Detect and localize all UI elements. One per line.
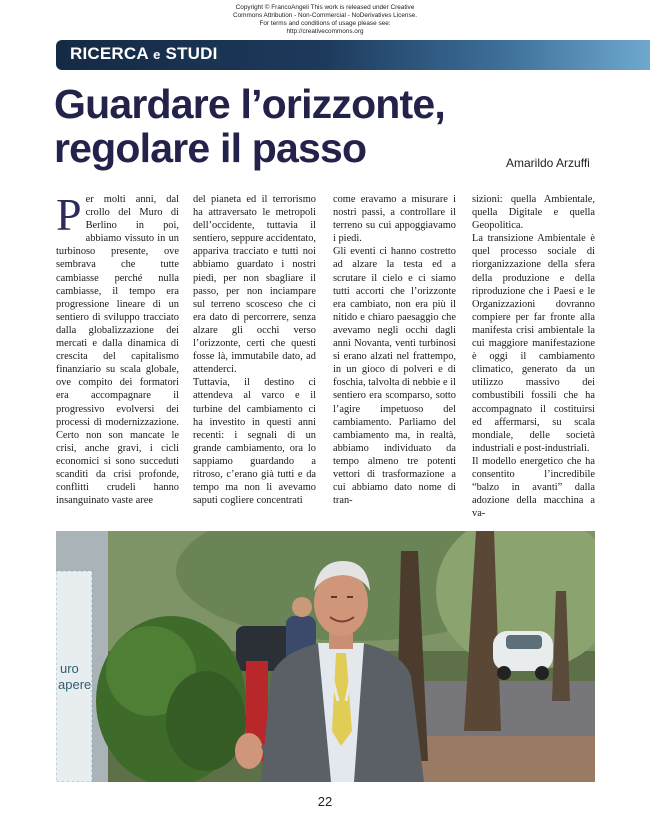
article-title	[54, 82, 474, 170]
copyright-link[interactable]: http://creativecommons.org	[286, 28, 364, 35]
paragraph: Il modello energetico che ha consentito l’incredibile “balzo in avanti” dalla adozione della macchina a va-	[472, 455, 595, 520]
paragraph-text: er molti anni, dal crollo del Muro di Berlino in poi, abbiamo vissuto in un turbinoso presente, ove sembrava che tutte cambiasse perché nulla cambiasse, il tempo era progressione lineare di un sentiero di sviluppo tracciato dalla globalizzazione dei mercati e dalla dinamica di crescita del capitalismo finanziario su scala globale, ove compito dei formatori era accompagnare il progressivo evolversi dei processi di modernizzazione. Certo non son mancate le crisi, anche gravi, i cicli economici si sono succeduti scanditi da crisi profonde, conflitti crudeli hanno insanguinato vaste aree	[56, 194, 179, 507]
text-column-3	[333, 193, 456, 507]
section-label-part: e	[153, 47, 161, 62]
paragraph: sizioni: quella Ambientale, quella Digitale e quella Geopolitica.	[472, 194, 595, 232]
section-label-part: STUDI	[165, 44, 218, 63]
title-line: regolare il passo	[54, 125, 367, 171]
copyright-notice	[205, 4, 445, 36]
article-author: Amarildo Arzuffi	[506, 156, 590, 170]
copyright-line: For terms and conditions of usage please see:	[259, 20, 391, 27]
drop-cap: P	[56, 189, 82, 240]
section-label	[70, 44, 218, 64]
photo-scene	[56, 531, 595, 782]
paragraph: Tuttavia, il destino ci attendeva al varco e il turbine del cambiamento ci ha investito in questi anni recenti: i segnali di un grande cambiamento, ora lo sappiamo guardando a ritroso, c’erano già tutti e da tempo ma non li avevamo saputi cogliere concentrati	[193, 377, 316, 507]
text-column-1	[56, 189, 179, 507]
section-header-bar	[56, 40, 650, 70]
paragraph: del pianeta ed il terrorismo ha attraversato le metropoli dell’occidente, tuttavia il sentiero, seppure accidentato, appariva tracciato e tutti noi abbiamo guardato i nostri piedi, per non sbagliare il passo, per non inciampare sul terreno scosceso che ci era dato di percorrere, senza alzare gli occhi verso l’orizzonte, certi che questi fosse là, immutabile dato, ad attenderci.	[193, 194, 316, 376]
paragraph: Gli eventi ci hanno costretto ad alzare la testa ed a scrutare il cielo e ci siamo tutti accorti che l’orizzonte era cambiato, non era più il nitido e chiaro paesaggio che avevamo negli occhi dagli anni Novanta, venti turbinosi si erano alzati nel frattempo, in un gioco di polveri e di foschia, talvolta di nebbie e il sentiero era scomparso, sotto l’agire impetuoso del cambiamento. Parliamo del cambiamento ma, in realtà, abbiamo individuato da tempo almeno tre potenti vettori di trasformazione a cui abbiamo dato nome di tran-	[333, 246, 456, 507]
paragraph: come eravamo a misurare i nostri passi, a controllare il terreno su cui appoggiavamo i piedi.	[333, 194, 456, 245]
copyright-line: Commons Attribution - Non-Commercial - NoDerivatives License.	[233, 12, 417, 19]
sign-text: apere	[58, 677, 92, 692]
title-line: Guardare l’orizzonte,	[54, 81, 445, 127]
paragraph: La transizione Ambientale è quel processo sociale di riorganizzazione della sfera della produzione e della riproduzione che i Paesi e le Organizzazioni dovranno compiere per far fronte alla manifesta crisi ambientale la cui maggiore manifestazione è oggi il cambiamento climatico, generato da un utilizzo massivo dei combustibili fossili che ha accompagnato il costituirsi ed affermarsi, su scala mondiale, delle società industriali e post-industriali.	[472, 233, 595, 454]
text-column-4	[472, 193, 595, 520]
text-column-2	[193, 193, 316, 507]
page-number: 22	[317, 794, 333, 809]
sign-text: uro	[60, 661, 79, 676]
copyright-line: Copyright © FrancoAngeli This work is released under Creative	[235, 4, 415, 11]
article-photo	[56, 531, 595, 782]
paragraph	[56, 189, 179, 507]
section-label-part: RICERCA	[70, 44, 149, 63]
